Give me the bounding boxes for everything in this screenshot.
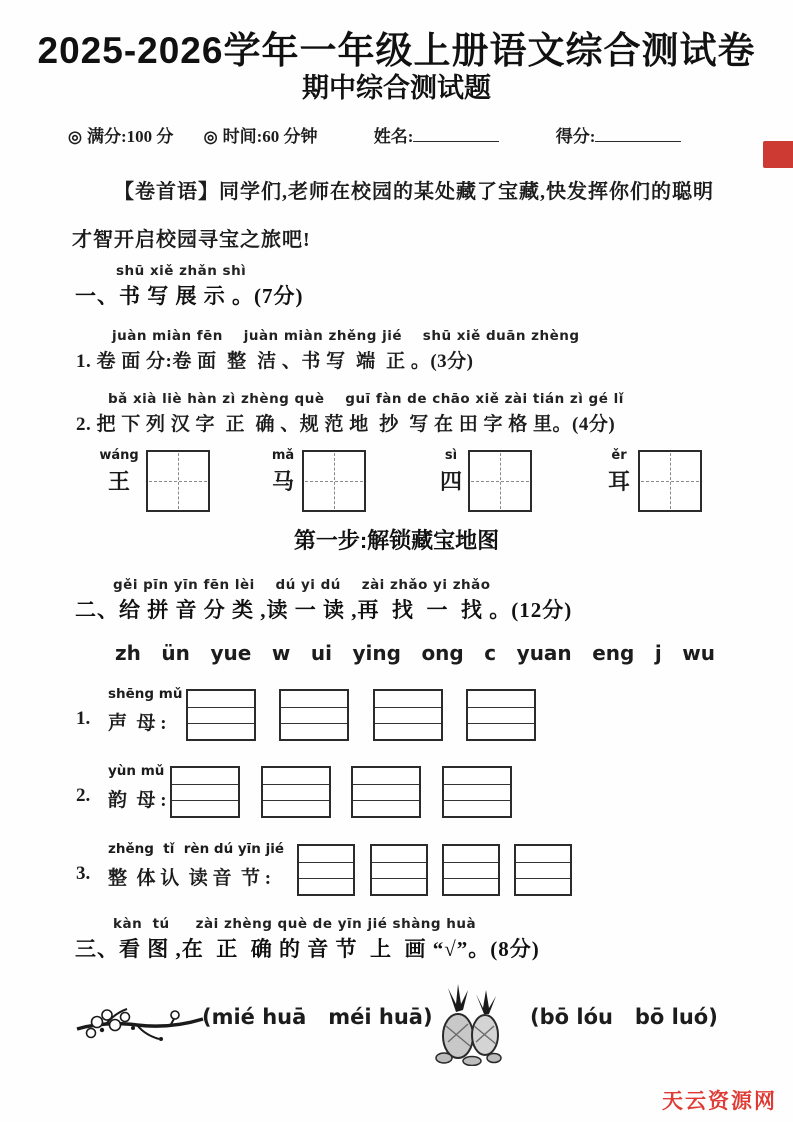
character-label <box>262 448 304 496</box>
character-hanzi: 马 <box>271 469 294 494</box>
name-blank-line <box>413 127 499 142</box>
row-label: 声 母 : <box>108 713 167 734</box>
tianzige-box <box>638 450 702 512</box>
character-pinyin: wáng <box>99 448 139 463</box>
character-pinyin: sì <box>444 448 458 463</box>
syllable: eng <box>592 641 635 665</box>
answer-box <box>351 766 421 818</box>
zhengtirendu-row <box>0 841 793 901</box>
answer-box <box>297 844 355 896</box>
answer-box <box>442 844 500 896</box>
syllable: ong <box>421 641 464 665</box>
full-score-label: 满分:100 分 <box>86 127 174 146</box>
intro-paragraph: 【卷首语】同学们,老师在校园的某处藏了宝藏,快发挥你们的聪明才智开启校园寻宝之旅吧! <box>72 181 714 251</box>
syllable-row <box>115 641 715 665</box>
row-label: 韵 母 : <box>108 790 167 811</box>
row-label: 整 体 认 读 音 节 : <box>108 868 272 889</box>
syllable: ün <box>161 641 190 665</box>
character-hanzi: 耳 <box>607 469 630 494</box>
row-number: 2. <box>76 785 91 806</box>
site-watermark: 天云资源网 <box>662 1090 777 1113</box>
tianzige-box <box>468 450 532 512</box>
syllable: w <box>271 641 291 665</box>
character-label <box>430 448 472 496</box>
syllable: zh <box>115 641 141 665</box>
row-pinyin: zhěng tǐ rèn dú yīn jié <box>108 841 285 857</box>
full-score-icon: ◎ <box>68 129 82 146</box>
syllable: ui <box>310 641 332 665</box>
item2-pinyin: bǎ xià liè hàn zì zhèng què guī fàn de chāo xiě zài tián zì gé lǐ <box>108 391 624 407</box>
section3-pinyin: kàn tú zài zhèng què de yīn jié shàng huà <box>113 916 477 932</box>
character-hanzi: 王 <box>107 469 130 494</box>
answer-box <box>170 766 240 818</box>
yunmu-row <box>0 763 793 823</box>
answer-box <box>442 766 512 818</box>
answer-box <box>373 689 443 741</box>
shengmu-row <box>0 686 793 746</box>
section3-title: 三、看 图 ,在 正 确 的 音 节 上 画 “√”。(8分) <box>75 937 540 961</box>
time-label: 时间:60 分钟 <box>222 127 318 146</box>
answer-box <box>514 844 572 896</box>
meta-row <box>68 122 681 147</box>
item1-options: (mié huā méi huā) <box>202 1005 433 1029</box>
red-corner-tag <box>763 141 793 168</box>
syllable: yuan <box>516 641 572 665</box>
section2-pinyin: gěi pīn yīn fēn lèi dú yi dú zài zhǎo yi zhǎo <box>113 577 491 593</box>
row-pinyin: shēng mǔ <box>108 686 183 702</box>
tianzige-box <box>302 450 366 512</box>
answer-box <box>261 766 331 818</box>
section2-title: 二、给 拼 音 分 类 ,读 一 读 ,再 找 一 找 。(12分) <box>75 598 573 622</box>
character-hanzi: 四 <box>439 469 462 494</box>
item1-text: 1. 卷 面 分:卷 面 整 洁 、书 写 端 正 。(3分) <box>76 351 474 372</box>
character-pinyin: ěr <box>611 448 627 463</box>
character-label <box>98 448 140 496</box>
answer-box <box>466 689 536 741</box>
section1-pinyin: shū xiě zhǎn shì <box>116 263 247 279</box>
time-icon: ◎ <box>203 129 218 146</box>
character-label <box>598 448 640 496</box>
syllable: wu <box>682 641 715 665</box>
syllable: yue <box>210 641 252 665</box>
plum-blossom-image <box>75 995 205 1055</box>
syllable: c <box>484 641 497 665</box>
item2-text: 2. 把 下 列 汉 字 正 确 、规 范 地 抄 写 在 田 字 格 里。(4分) <box>76 414 616 435</box>
paper-title: 2025-2026学年一年级上册语文综合测试卷 <box>37 30 756 71</box>
answer-box <box>279 689 349 741</box>
syllable: j <box>654 641 662 665</box>
answer-box <box>370 844 428 896</box>
section1-title: 一、书 写 展 示 。(7分) <box>75 284 304 308</box>
name-label: 姓名: <box>373 127 414 146</box>
pineapple-image <box>428 978 508 1066</box>
step-banner: 第一步:解锁藏宝地图 <box>293 528 500 553</box>
row-number: 1. <box>76 708 91 729</box>
answer-box <box>186 689 256 741</box>
item2-options: (bō lóu bō luó) <box>530 1005 718 1029</box>
syllable: ying <box>352 641 401 665</box>
character-pinyin: mǎ <box>271 448 295 463</box>
item1-pinyin: juàn miàn fēn juàn miàn zhěng jié shū xiě duān zhèng <box>112 328 580 344</box>
row-pinyin: yùn mǔ <box>108 763 165 779</box>
tianzige-box <box>146 450 210 512</box>
score-label: 得分: <box>555 127 596 146</box>
score-blank-line <box>595 127 681 142</box>
paper-subtitle: 期中综合测试题 <box>302 73 491 103</box>
row-number: 3. <box>76 863 91 884</box>
